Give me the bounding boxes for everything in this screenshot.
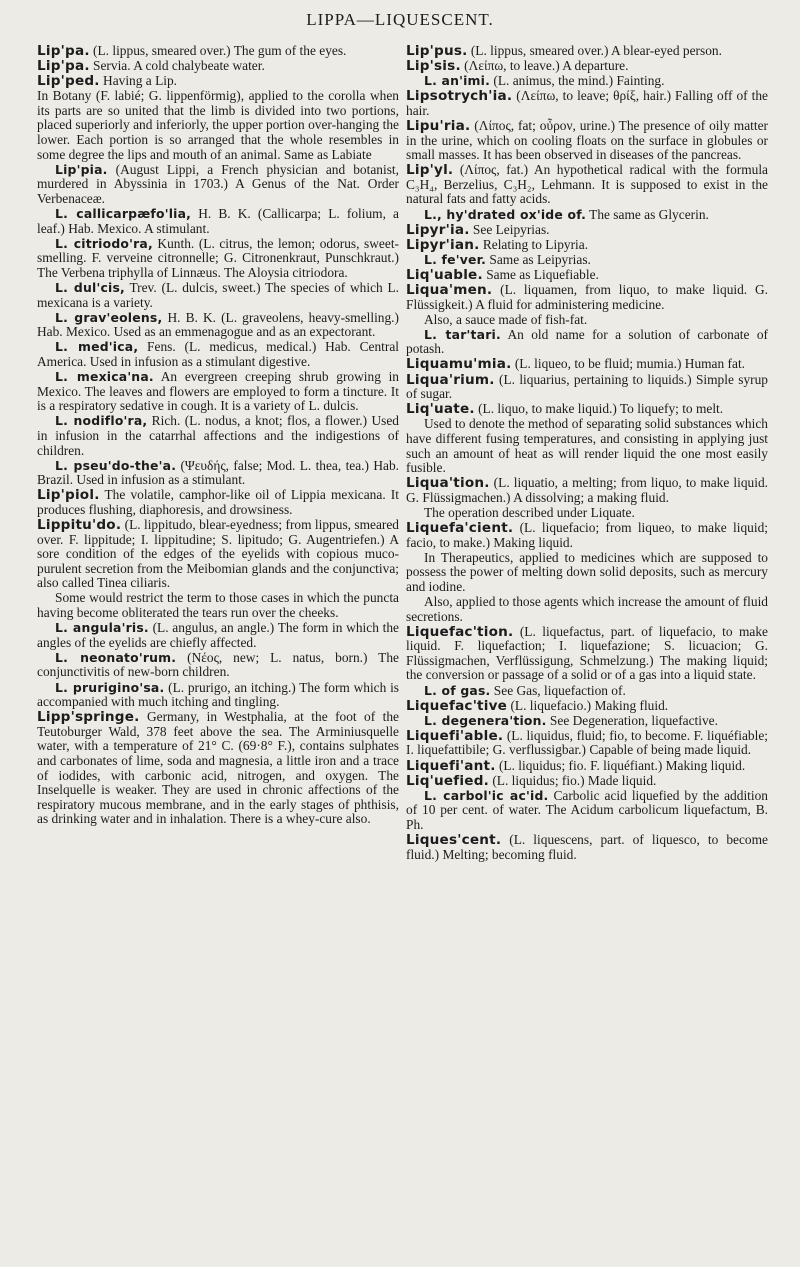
entry-definition: Also, applied to those agents which increase the amount of fluid secretions. [406,593,768,624]
entry-definition: Kunth. (L. citrus, the lemon; odorus, sweet-smelling. F. verveine citronnelle; G. Citronenkraut, Punschkraut.) The Verbena triphylla of Linnæus. The Aloysia citriodora. [37,235,400,280]
entry-headword: L. an'imi. [424,73,491,89]
entry-definition: An old name for a solution of carbonate of potash. [406,326,768,357]
entry-definition: (L. liqueo, to be fluid; mumia.) Human fat. [511,356,746,372]
entry-definition: See Gas, liquefaction of. [490,682,626,698]
entry-definition: H. B. K. (Callicarpa; L. folium, a leaf.) Hab. Mexico. A stimulant. [37,206,399,236]
dictionary-entry [406,789,768,833]
dictionary-entry [37,163,399,207]
dictionary-entry [37,681,399,710]
entry-definition: Having a Lip. [99,73,178,89]
entry-headword: Liq'uefied. [406,772,489,789]
entry-headword: L. grav'eolens, [55,309,163,325]
running-head: LIPPA—LIQUESCENT. [306,10,494,29]
entry-definition: See Leipyrias. [469,221,550,237]
entry-headword: Liques'cent. [406,831,502,848]
entry-definition: (Λείπω, to leave; θρίξ, hair.) Falling off of the hair. [406,88,768,118]
dictionary-entry [406,521,768,550]
dictionary-entry [406,476,768,505]
entry-definition: (L. lippus, smeared over.) The gum of the eyes. [89,43,347,58]
entry-definition: (L. lippus, smeared over.) A blear-eyed person. [467,43,722,58]
entry-definition: The operation described under Liquate. [424,504,635,520]
dictionary-entry [37,710,399,827]
entry-headword: Liqua'rium. [406,371,495,388]
entry-headword: L., hy'drated ox'ide of. [424,206,587,222]
dictionary-entry [406,44,768,59]
entry-paragraph [406,506,768,521]
dictionary-entry [406,684,768,699]
entry-headword: Liquefi'ant. [406,757,496,774]
entry-definition: (L. liquescens, part. of liquesco, to become fluid.) Melting; becoming fluid. [406,831,768,862]
entry-headword: L. callicarpæfo'lia, [55,206,192,222]
entry-headword: Liquefac'tive [406,697,508,714]
dictionary-entry [406,208,768,223]
dictionary-entry [37,459,399,488]
dictionary-entry [406,714,768,729]
dictionary-entry [37,414,399,458]
entry-headword: L. nodiflo'ra, [55,413,148,429]
dictionary-entry [406,268,768,283]
entry-headword: Lipp'springe. [37,709,140,726]
entry-headword: Lipu'ria. [406,117,471,134]
right-column [406,44,768,863]
entry-definition: Same as Leipyrias. [486,251,591,267]
entry-headword: Lipyr'ian. [406,236,480,253]
entry-paragraph [406,313,768,328]
entry-paragraph [37,89,399,162]
dictionary-entry [406,163,768,207]
entry-headword: L. pseu'do-the'a. [55,457,177,473]
dictionary-entry [406,74,768,89]
entry-definition: (L. liquefacio.) Making fluid. [507,697,669,713]
dictionary-entry [406,223,768,238]
left-column [37,44,399,827]
dictionary-entry [406,328,768,357]
dictionary-entry [406,283,768,312]
entry-headword: L. dul'cis, [55,280,125,295]
entry-definition: (L. angulus, an angle.) The form in which the angles of the eyelids are chiefly affected. [37,620,399,650]
entry-definition: (L. liquo, to make liquid.) To liquefy; to melt. [474,401,724,417]
dictionary-entry [406,402,768,417]
entry-definition: Relating to Lipyria. [479,236,589,252]
entry-definition: (L. liquefactus, part. of liquefacio, to make liquid. F. liquefaction; I. liquefazione; S. licuacion; G. Flüssigmachen, Verflüssigung, Schmelzung.) The making liquid; the conversion or passage of a solid or of a gas into a liquid state. [406,623,768,683]
dictionary-entry [37,237,399,281]
entry-definition: In Botany (F. labié; G. lippenförmig), applied to the corolla when its parts are so united that the limb is divided into two portions, placed superiorly and inferiorly, the upper portion over-hanging the lower. Each portion is so arranged that the whole resembles in some degree the lips and mouth of an animal. Same as Labiate [37,88,399,162]
entry-definition: (Νέος, new; L. natus, born.) The conjunctivitis of new-born children. [37,649,399,680]
dictionary-entry [37,651,399,680]
dictionary-entry [406,774,768,789]
entry-headword: Lipsotrych'ia. [406,88,513,105]
entry-definition: Used to denote the method of separating solid substances which have different fusing temperatures, and consisting in applying just such an amount of heat as will render liquid the one most easily fusible. [406,416,768,476]
entry-definition: H. B. K. (L. graveolens, heavy-smelling.) Hab. Mexico. Used as an emmenagogue and as an expectorant. [37,309,399,340]
dictionary-entry [406,759,768,774]
entry-headword: Lip'pa. [37,43,90,59]
dictionary-entry [406,59,768,74]
entry-definition: (L. prurigo, an itching.) The form which is accompanied with much itching and tingling. [37,679,400,710]
dictionary-entry [37,207,399,236]
entry-headword: Liqua'tion. [406,475,490,492]
entry-headword: L. of gas. [424,682,491,698]
entry-headword: Lip'pus. [406,43,468,59]
entry-definition: (L. liquamen, from liquo, to make liquid. G. Flüssigkeit.) A fluid for administering medicine. [406,282,768,312]
dictionary-entry [37,59,399,74]
entry-headword: Liquefi'able. [406,727,504,744]
entry-headword: L. citriodo'ra, [55,235,153,251]
entry-definition: Carbolic acid liquefied by the addition of 10 per cent. of water. The Acidum carbolicum liquefactum, B. Ph. [406,787,769,832]
entry-headword: L. angula'ris. [55,620,149,636]
entry-definition: (L. animus, the mind.) Fainting. [490,73,665,89]
entry-headword: Lip'pa. [37,58,90,75]
dictionary-entry [37,340,399,369]
dictionary-entry [37,74,399,89]
dictionary-entry [406,699,768,714]
entry-headword: Liqua'men. [406,282,493,298]
entry-definition: Same as Liquefiable. [482,266,599,282]
dictionary-entry [406,89,768,118]
entry-definition: (Λείπω, to leave.) A departure. [460,58,629,74]
entry-headword: L. neonato'rum. [55,649,177,665]
dictionary-entry [406,729,768,758]
dictionary-entry [37,44,399,59]
entry-headword: Liquamu'mia. [406,356,512,373]
dictionary-entry [406,625,768,683]
entry-definition: Fens. (L. medicus, medical.) Hab. Central America. Used in infusion as a stimulant digestive. [37,339,399,369]
entry-definition: An evergreen creeping shrub growing in Mexico. The leaves and flowers are employed to form a tincture. It is a respiratory sedative in cough. It is a variety of L. dulcis. [37,369,399,414]
entry-definition: Some would restrict the term to those cases in which the puncta having become obliterated the tears run over the cheeks. [37,590,399,621]
entry-definition: The volatile, camphor-like oil of Lippia mexicana. It produces flushing, diaphoresis, and drowsiness. [37,487,399,517]
entry-definition: (Λίπος, fat.) An hypothetical radical with the formula C₃H₄, Berzelius, C₃H₂, Lehmann. It is supposed to exist in the natural fats and fatty acids. [406,162,768,207]
entry-headword: Liq'uate. [406,401,475,418]
entry-headword: L. mexica'na. [55,369,154,385]
entry-headword: Liquefac'tion. [406,623,514,640]
dictionary-entry [37,621,399,650]
entry-definition: (L. liquidus; fio. F. liquéfiant.) Making liquid. [495,757,746,773]
entry-headword: L. prurigino'sa. [55,679,165,695]
entry-paragraph [406,595,768,624]
entry-headword: L. degenera'tion. [424,712,547,728]
entry-headword: Liquefa'cient. [406,520,514,536]
entry-headword: Liq'uable. [406,266,483,283]
entry-definition: (L. liquefacio; from liqueo, to make liquid; facio, to make.) Making liquid. [406,520,768,550]
dictionary-entry [406,357,768,372]
dictionary-entry [406,833,768,862]
entry-headword: Lip'pia. [55,161,108,177]
entry-definition: (L. liquarius, pertaining to liquids.) Simple syrup of sugar. [406,371,768,402]
entry-headword: Lip'sis. [406,58,461,75]
entry-paragraph [406,551,768,595]
entry-definition: (Λίπος, fat; οὖρον, urine.) The presence of oily matter in the urine, which on cooling floats on the surface in globules or small masses. It has been observed in diseases of the pancreas. [406,117,768,163]
entry-headword: Lip'ped. [37,73,100,90]
entry-headword: Lippitu'do. [37,517,122,533]
entry-headword: L. med'ica, [55,339,139,355]
entry-definition: Rich. (L. nodus, a knot; flos, a flower.) Used in infusion in the catarrhal affections and the indigestions of children. [37,413,399,458]
entry-definition: (L. liquidus; fio.) Made liquid. [489,772,657,788]
entry-definition: (August Lippi, a French physician and botanist, murdered in Abyssinia in 1703.) A Genus of the Nat. Order Verbenaceæ. [37,161,399,206]
dictionary-entry [37,281,399,310]
entry-paragraph [406,417,768,475]
dictionary-entry [37,488,399,517]
entry-definition: (Ψευδής, false; Mod. L. thea, tea.) Hab. Brazil. Used in infusion as a stimulant. [37,457,399,488]
entry-headword: Lipyr'ia. [406,221,470,238]
entry-definition: (L. liquatio, a melting; from liquo, to make liquid. G. Flüssigmachen.) A dissolving; a making fluid. [406,475,768,505]
dictionary-entry [37,518,399,591]
dictionary-entry [37,311,399,340]
entry-headword: Lip'yl. [406,162,454,179]
entry-definition: (L. lippitudo, blear-eyedness; from lippus, smeared over. F. lippitude; I. lippitudine; S. lipitudo; G. Augentriefen.) A sore condition of the edges of the eyelids with copious muco-purulent secretion from the Meibomian glands and the conjunctiva; also called Tinea ciliaris. [37,517,399,591]
entry-headword: Lip'piol. [37,487,100,504]
entry-headword: L. fe'ver. [424,251,487,267]
entry-definition: Also, a sauce made of fish-fat. [424,311,588,327]
entry-definition: In Therapeutics, applied to medicines which are supposed to possess the power of melting down solid deposits, such as mercury and iodine. [406,549,768,594]
dictionary-entry [406,253,768,268]
entry-definition: (L. liquidus, fluid; fio, to become. F. liquéfiable; I. liquefattibile; G. verflussigbar.) Capable of being made liquid. [406,727,768,758]
entry-paragraph [37,591,399,620]
entry-definition: Servia. A cold chalybeate water. [89,58,265,74]
entry-headword: L. carbol'ic ac'id. [424,787,549,803]
dictionary-entry [406,238,768,253]
entry-definition: Trev. (L. dulcis, sweet.) The species of which L. mexicana is a variety. [37,280,400,310]
dictionary-entry [406,373,768,402]
dictionary-entry [37,370,399,414]
entry-headword: L. tar'tari. [424,326,501,342]
entry-definition: Germany, in Westphalia, at the foot of the Teutoburger Wald, 378 feet above the sea. The Arminiusquelle water, with a temperature of 21° C. (69·8° F.), contains sulphates and carbonates of lime, soda and magnesia, a little iron and a trace of iodides, with carbonic acid, nitrogen, and oxygen. The Inselquelle is weaker. They are used in chronic affections of the respiratory mucous membrane, and in the early stages of phthisis, as drinking water and in inhalation. There is a whey-cure also. [37,709,399,827]
entry-definition: The same as Glycerin. [586,206,709,222]
entry-definition: See Degeneration, liquefactive. [546,712,718,728]
dictionary-entry [406,119,768,163]
